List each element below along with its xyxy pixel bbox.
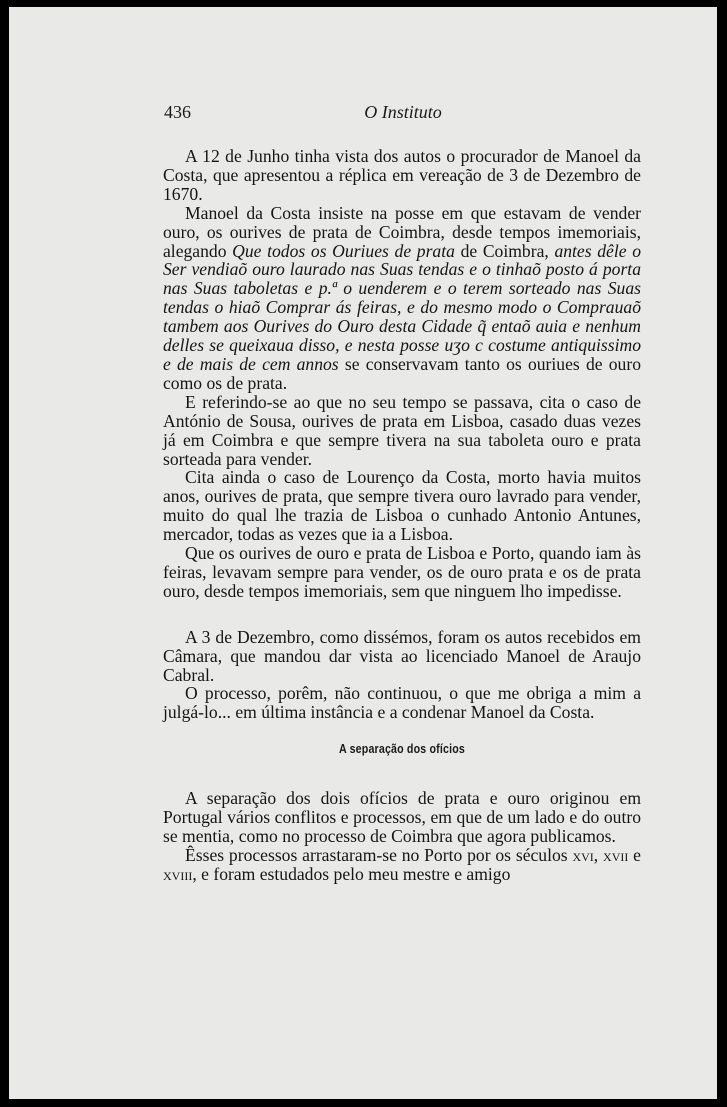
- page-header: [164, 102, 642, 128]
- paragraph: Manoel da Costa insiste na posse em que estavam de vender ouro, os ourives de prata de Coimbra, desde tempos imemoriais, alegando Que todos os Ouriues de prata de Coimbra, antes dêle o Ser vendiaõ ouro laurado nas Suas tendas e o tinhaõ posto á porta nas Suas taboletas e p.ª o uenderem e o terem sorteado nas Suas tendas o hiaõ Comprar ás feiras, e do mesmo modo o Comprauaõ tambem aos Ourives do Ouro desta Cidade q̃ entaõ auia e nenhum delles se queixaua disso, e nesta posse uʒo c costume antiquissimo e de mais de cem annos se conservavam tanto os ouriues de ouro como os de prata.: [163, 202, 642, 393]
- paragraph: A separação dos dois ofícios de prata e ouro originou em Portugal vários conflitos e processos, em que de um lado e do outro se mentia, como no processo de Coimbra que agora publicamos.: [163, 788, 641, 846]
- page-number: 436: [164, 102, 191, 122]
- paragraph: Que os ourives de ouro e prata de Lisboa e Porto, quando iam às feiras, levavam sempre para vender, os de ouro prata e os de prata ouro, desde tempos imemoriais, sem que ninguem lho impedisse.: [163, 543, 641, 601]
- paragraph: O processo, porêm, não continuou, o que me obriga a mim a julgá-lo... em última instância e a condenar Manoel da Costa.: [163, 683, 641, 723]
- paragraph: A 3 de Dezembro, como dissémos, foram os autos recebidos em Câmara, que mandou dar vista ao licenciado Manoel de Araujo Cabral.: [163, 626, 641, 685]
- paragraph: Cita ainda o caso de Lourenço da Costa, morto havia muitos anos, ourives de prata, que sempre tivera ouro lavrado para vender, muito do qual lhe trazia de Lisboa o cunhado Antonio Antunes, mercador, todas as vezes que ia a Lisboa.: [163, 467, 641, 545]
- paragraph: A 12 de Junho tinha vista dos autos o procurador de Manoel da Costa, que apresentou a réplica em vereação de 3 de Dezembro de 1670.: [163, 146, 641, 204]
- paragraph: Êsses processos arrastaram-se no Porto por os séculos xvi, xvii e xviii, e foram estudados pelo meu mestre e amigo: [163, 844, 641, 884]
- paragraph-gap: [163, 601, 641, 628]
- quotation: antes dêle o Ser vendiaõ ouro laurado nas Suas tendas e o tinhaõ posto á porta nas Suas taboletas e p.ª o uenderem e o terem sorteado nas Suas tendas o hiaõ Comprar ás feiras, e do mesmo modo o Comprauaõ tambem aos Ourives do Ouro desta Cidade q̃ entaõ auia e nenhum delles se queixaua disso, e nesta posse uʒo c costume antiquissimo e de mais de cem annos: [163, 240, 641, 374]
- body-text: [163, 147, 641, 884]
- paragraph: E referindo-se ao que no seu tempo se passava, cita o caso de António de Sousa, ourives de prata em Lisboa, casado duas vezes já em Coimbra e que sempre tivera na sua taboleta ouro e prata sorteada para vender.: [163, 391, 641, 469]
- section-heading: A separação dos ofícios: [338, 741, 465, 757]
- running-head: O Instituto: [364, 102, 442, 122]
- quotation: Que todos os Ouriues de prata: [232, 240, 455, 261]
- book-page: [9, 7, 717, 1099]
